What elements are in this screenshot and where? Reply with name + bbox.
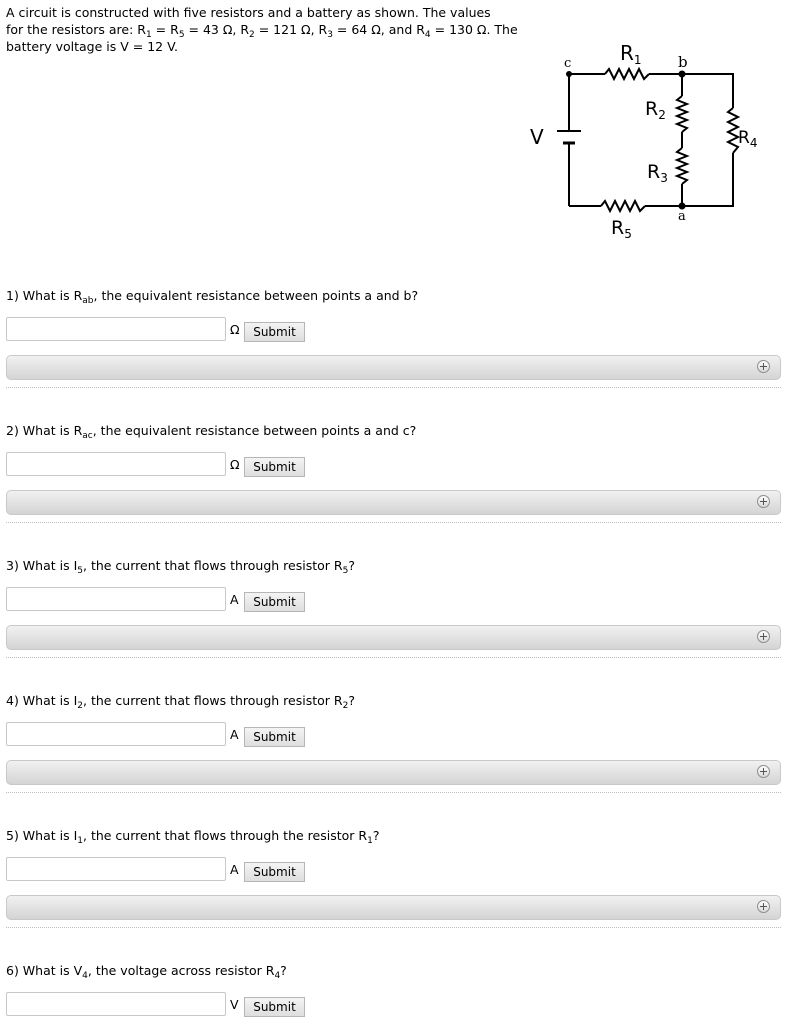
unit-label-1: Ω [230,322,240,337]
answer-input-5[interactable] [6,857,226,881]
unit-label-2: Ω [230,457,240,472]
divider [6,387,781,388]
answer-input-4[interactable] [6,722,226,746]
intro-line-3: battery voltage is V = 12 V. [6,39,178,54]
resistor-r5 [601,201,645,211]
wire-top-right [649,74,733,108]
answer-input-2[interactable] [6,452,226,476]
divider [6,657,781,658]
answer-row-2 [6,452,781,478]
answer-row-4 [6,722,781,748]
expand-plus-icon[interactable] [757,630,770,643]
resistor-r2 [677,96,687,132]
expand-plus-icon[interactable] [757,360,770,373]
intro-line-2: for the resistors are: $R_1 = R_5 = 43$ Ω, $R_2 = 121$ Ω, $R_3 = 64$ Ω, and $R_4 = 130$ Ω. The [6,22,518,40]
question-1-text: 1) What is $R_{ab}$, the equivalent resistance between points a and b? [6,288,419,306]
node-b-label: b [678,53,688,71]
question-5-text: 5) What is $I_1$, the current that flows through the resistor $R_1$? [6,828,380,846]
divider [6,792,781,793]
expand-plus-icon[interactable] [757,495,770,508]
node-a-label: a [678,209,686,224]
intro-line-1: A circuit is constructed with five resistors and a battery as shown. The values [6,5,491,20]
divider [6,927,781,928]
submit-button-1[interactable]: Submit [244,322,305,342]
resistor-r3 [677,148,687,184]
submit-button-3[interactable]: Submit [244,592,305,612]
question-2-text: 2) What is $R_{ac}$, the equivalent resistance between points a and c? [6,423,417,441]
hint-expand-bar-4[interactable] [6,760,781,785]
hint-expand-bar-5[interactable] [6,895,781,920]
unit-label-4: A [230,727,239,742]
question-3-text: 3) What is $I_5$, the current that flows through resistor $R_5$? [6,558,355,576]
question-6-text: 6) What is $V_4$, the voltage across resistor $R_4$? [6,963,287,981]
r3-label: $R_3$ [647,161,668,185]
node-c-dot [566,71,572,77]
resistor-r4 [728,108,738,153]
submit-button-2[interactable]: Submit [244,457,305,477]
answer-row-6 [6,992,781,1018]
r5-label: $R_5$ [611,217,632,241]
divider [6,522,781,523]
problem-statement [6,4,521,55]
r4-label: $R_4$ [738,128,758,150]
expand-plus-icon[interactable] [757,765,770,778]
battery-label: V [530,125,544,149]
expand-plus-icon[interactable] [757,900,770,913]
hint-expand-bar-2[interactable] [6,490,781,515]
hint-expand-bar-3[interactable] [6,625,781,650]
answer-row-1 [6,317,781,343]
r1-label: $R_1$ [620,41,642,67]
node-c-label: c [564,56,572,71]
circuit-diagram [525,38,775,248]
resistor-r1 [605,69,649,79]
answer-input-3[interactable] [6,587,226,611]
question-4-text: 4) What is $I_2$, the current that flows through resistor $R_2$? [6,693,355,711]
r2-label: $R_2$ [645,98,666,122]
submit-button-6[interactable]: Submit [244,997,305,1017]
node-b-dot [679,71,686,78]
answer-row-5 [6,857,781,883]
answer-input-6[interactable] [6,992,226,1016]
hint-expand-bar-1[interactable] [6,355,781,380]
submit-button-5[interactable]: Submit [244,862,305,882]
submit-button-4[interactable]: Submit [244,727,305,747]
unit-label-5: A [230,862,239,877]
answer-row-3 [6,587,781,613]
answer-input-1[interactable] [6,317,226,341]
unit-label-3: A [230,592,239,607]
unit-label-6: V [230,997,239,1012]
